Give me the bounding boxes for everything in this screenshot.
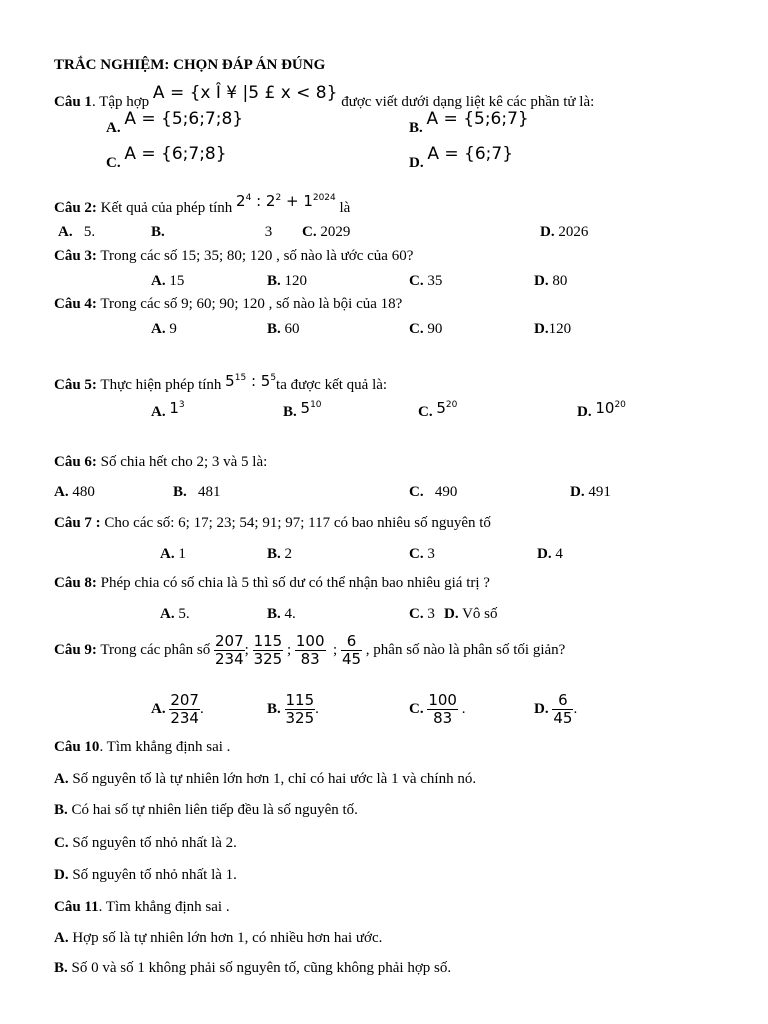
q7-option-b[interactable]: B. 2	[267, 546, 293, 562]
q7-option-d[interactable]: D. 4	[537, 546, 563, 562]
q8-option-b[interactable]: B. 4.	[267, 606, 296, 622]
q8-option-a[interactable]: A. 5.	[160, 606, 190, 622]
q2-option-a[interactable]: A. 5.	[58, 224, 96, 240]
q1-option-a[interactable]: A. A = {5;6;7;8}	[106, 109, 244, 136]
fraction: $\frac{115}{325}$	[253, 632, 283, 669]
q10-option-b[interactable]: B. Có hai số tự nhiên liên tiếp đều là số nguyên tố.	[54, 802, 358, 818]
q5-option-a[interactable]: A. $1^3$	[151, 399, 185, 420]
q7-option-a[interactable]: A. 1	[160, 546, 186, 562]
q3-option-c[interactable]: C. 35	[409, 273, 443, 289]
q9-option-a[interactable]: A. $\frac{207}{234}$ .	[151, 691, 204, 728]
question-4: Câu 4: Trong các số 9; 60; 90; 120 , số nào là bội của 18?	[54, 296, 403, 312]
q4-option-b[interactable]: B. 60	[267, 321, 300, 337]
q2-option-d[interactable]: D. 2026	[540, 224, 589, 240]
question-2: Câu 2: Kết quả của phép tính $2^4$ : $2^2 + 1^{2024}$ là	[54, 192, 351, 216]
fraction: $\frac{100}{83}$	[295, 632, 325, 669]
question-1: Câu 1. Tập hợp A = {x Î ¥ |5 £ x < 8} được viết dưới dạng liệt kê các phần tử là:	[54, 83, 595, 110]
question-11: Câu 11. Tìm khẳng định sai .	[54, 899, 230, 915]
question-8: Câu 8: Phép chia có số chia là 5 thì số dư có thể nhận bao nhiêu giá trị ?	[54, 575, 490, 591]
q4-option-c[interactable]: C. 90	[409, 321, 443, 337]
q6-option-d[interactable]: D. 491	[570, 484, 611, 500]
q3-option-b[interactable]: B. 120	[267, 273, 308, 289]
q6-option-a[interactable]: A. 480	[54, 484, 95, 500]
power-expression: $5^{15}$ : $5^5$	[225, 372, 277, 390]
q3-option-a[interactable]: A. 15	[151, 273, 185, 289]
set-expression: A = {x Î ¥ |5 £ x < 8}	[152, 83, 338, 103]
question-3: Câu 3: Trong các số 15; 35; 80; 120 , số nào là ước của 60?	[54, 248, 414, 264]
q9-option-b[interactable]: B. $\frac{115}{325}$ .	[267, 691, 319, 728]
q9-option-d[interactable]: D. $\frac{6}{45}$ .	[534, 691, 578, 728]
q5-option-c[interactable]: C. $5^{20}$	[418, 399, 458, 420]
q8-option-d[interactable]: D. Vô số	[444, 606, 498, 622]
q3-option-d[interactable]: D. 80	[534, 273, 568, 289]
q4-option-d[interactable]: D.120	[534, 321, 572, 337]
question-6: Câu 6: Số chia hết cho 2; 3 và 5 là:	[54, 454, 268, 470]
q4-option-a[interactable]: A. 9	[151, 321, 177, 337]
question-7: Câu 7 : Cho các số: 6; 17; 23; 54; 91; 97; 117 có bao nhiêu số nguyên tố	[54, 515, 491, 531]
q2-option-b[interactable]: B. 3	[151, 224, 273, 240]
q5-option-d[interactable]: D. $10^{20}$	[577, 399, 626, 420]
fraction: $\frac{207}{234}$	[215, 632, 244, 669]
page-title: TRẮC NGHIỆM: CHỌN ĐÁP ÁN ĐÚNG	[54, 57, 326, 73]
q5-option-b[interactable]: B. $5^{10}$	[283, 399, 322, 420]
q6-option-b[interactable]: B. 481	[173, 484, 221, 500]
q2-option-c[interactable]: C. 2029	[302, 224, 351, 240]
q10-option-d[interactable]: D. Số nguyên tố nhỏ nhất là 1.	[54, 867, 237, 883]
question-9: Câu 9: Trong các phân số $\frac{207}{234}$ ; $\frac{115}{325}$ ; $\frac{100}{83}$ ; $\frac{6}{45}$ , phân số nào là phân số tối giản?	[54, 632, 566, 669]
q8-option-c[interactable]: C. 3	[409, 606, 435, 622]
question-5: Câu 5: Thực hiện phép tính $5^{15}$ : $5^5ta$ được kết quả là:	[54, 372, 388, 393]
q1-option-d[interactable]: D. A = {6;7}	[409, 144, 514, 171]
question-10: Câu 10. Tìm khẳng định sai .	[54, 739, 231, 755]
q6-option-c[interactable]: C. 490	[409, 484, 458, 500]
q7-option-c[interactable]: C. 3	[409, 546, 435, 562]
question-label: Câu 1	[54, 94, 92, 110]
power-expression: $2^4$ : $2^2 + 1^{2024}$	[236, 192, 336, 210]
q11-option-b[interactable]: B. Số 0 và số 1 không phải số nguyên tố, cũng không phải hợp số.	[54, 960, 452, 976]
q10-option-a[interactable]: A. Số nguyên tố là tự nhiên lớn hơn 1, chỉ có hai ước là 1 và chính nó.	[54, 771, 477, 787]
q1-option-c[interactable]: C. A = {6;7;8}	[106, 144, 227, 171]
q9-option-c[interactable]: C. $\frac{100}{83}$ .	[409, 691, 466, 728]
q11-option-a[interactable]: A. Hợp số là tự nhiên lớn hơn 1, có nhiều hơn hai ước.	[54, 930, 383, 946]
fraction: $\frac{6}{45}$	[341, 632, 362, 669]
q10-option-c[interactable]: C. Số nguyên tố nhỏ nhất là 2.	[54, 835, 237, 851]
q1-option-b[interactable]: B. A = {5;6;7}	[409, 109, 529, 136]
